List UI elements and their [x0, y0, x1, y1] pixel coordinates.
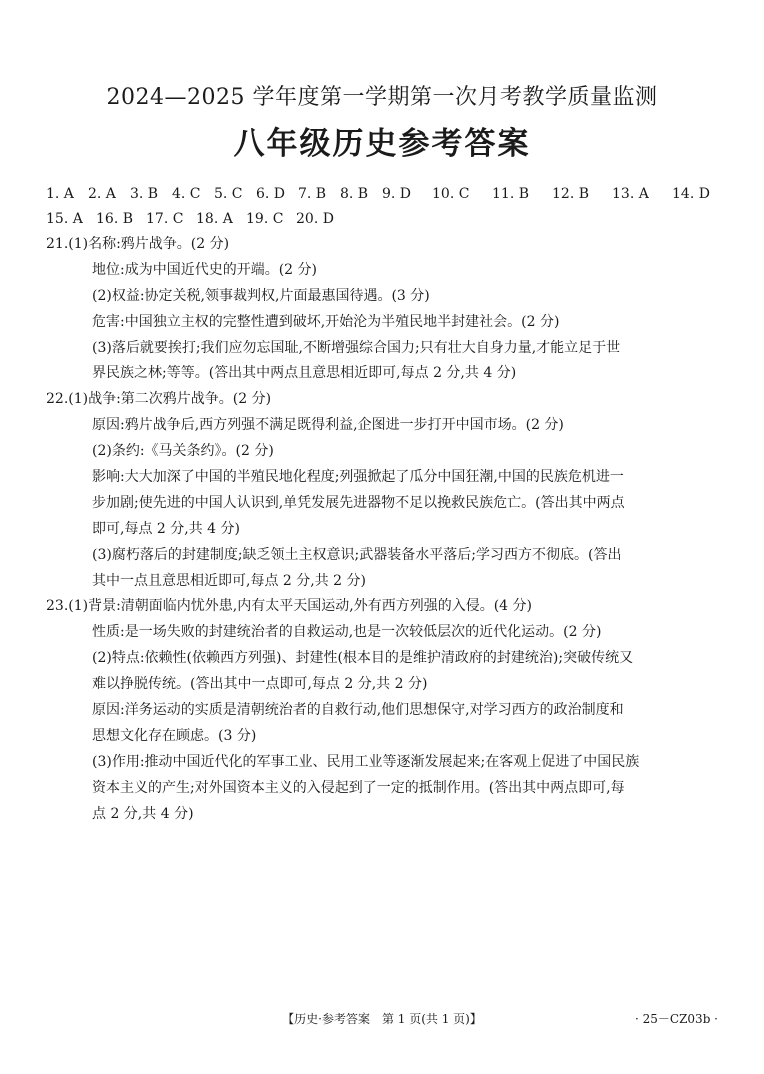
answer-line: (2)条约:《马关条约》。(2 分) — [92, 443, 274, 460]
choice-answer: 5. C — [214, 186, 243, 202]
answer-line: (3)作用:推动中国近代化的军事工业、民用工业等逐渐发展起来;在客观上促进了中国民族 — [92, 753, 640, 770]
answer-line: 资本主义的产生;对外国资本主义的入侵起到了一定的抵制作用。(答出其中两点即可,每 — [92, 779, 625, 796]
answer-line: (3)腐朽落后的封建制度;缺乏领土主权意识;武器装备水平落后;学习西方不彻底。(答出 — [92, 546, 622, 563]
answer-line: 地位:成为中国近代史的开端。(2 分) — [92, 261, 317, 278]
answer-line: 难以挣脱传统。(答出其中一点即可,每点 2 分,共 2 分) — [92, 676, 428, 693]
choice-answer: 13. A — [612, 186, 649, 202]
answer-line-q21: 21.(1)名称:鸦片战争。(2 分) — [46, 236, 230, 252]
choice-answer: 20. D — [296, 211, 334, 227]
choice-answer: 8. B — [340, 186, 369, 202]
answer-line-q22: 22.(1)战争:第二次鸦片战争。(2 分) — [46, 391, 272, 408]
document-title: 2024—2025 学年度第一学期第一次月考教学质量监测 — [106, 85, 658, 110]
answer-line: (3)落后就要挨打;我们应勿忘国耻,不断增强综合国力;只有壮大自身力量,才能立足于世 — [92, 339, 621, 356]
choice-answer: 2. A — [88, 186, 116, 202]
choice-answer: 16. B — [96, 211, 134, 227]
answer-line: 危害:中国独立主权的完整性遭到破坏,开始沦为半殖民地半封建社会。(2 分) — [92, 313, 560, 330]
answer-line: 影响:大大加深了中国的半殖民地化程度;列强掀起了瓜分中国狂潮,中国的民族危机进一 — [92, 469, 624, 486]
answer-line: (2)权益:协定关税,领事裁判权,片面最惠国待遇。(3 分) — [92, 287, 430, 304]
choice-answer: 11. B — [492, 186, 530, 202]
choice-answer: 1. A — [46, 186, 74, 202]
choice-answer: 14. D — [672, 186, 710, 202]
choice-answer: 9. D — [382, 186, 412, 202]
choice-answer: 17. C — [146, 211, 184, 227]
answer-line: (2)特点:依赖性(依赖西方列强)、封建性(根本目的是维护清政府的封建统治);突破传统又 — [92, 650, 634, 667]
answer-line: 原因:鸦片战争后,西方列强不满足既得利益,企图进一步打开中国市场。(2 分) — [92, 417, 564, 434]
choice-answer: 10. C — [432, 186, 470, 202]
essay-answers — [46, 232, 726, 827]
footer-page-info: 【历史·参考答案 第 1 页(共 1 页)】 — [282, 1012, 482, 1026]
answer-line: 思想文化存在顾虑。(3 分) — [92, 727, 257, 744]
choice-answer: 18. A — [196, 211, 233, 227]
choice-answer: 15. A — [46, 211, 83, 227]
footer-code: · 25－CZ03b · — [635, 1012, 718, 1026]
answer-line: 性质:是一场失败的封建统治者的自救运动,也是一次较低层次的近代化运动。(2 分) — [92, 624, 602, 641]
choice-answer: 6. D — [256, 186, 286, 202]
choice-answer: 3. B — [130, 186, 159, 202]
answer-line: 点 2 分,共 4 分) — [92, 805, 194, 822]
choice-answer: 19. C — [246, 211, 284, 227]
answer-line: 界民族之林;等等。(答出其中两点且意思相近即可,每点 2 分,共 4 分) — [92, 365, 517, 382]
document-subtitle: 八年级历史参考答案 — [233, 126, 531, 162]
choice-answer: 12. B — [552, 186, 590, 202]
choice-answer: 7. B — [298, 186, 327, 202]
answer-line: 步加剧;使先进的中国人认识到,单凭发展先进器物不足以挽救民族危亡。(答出其中两点 — [92, 494, 625, 511]
choice-answer: 4. C — [172, 186, 201, 202]
answer-line-q23: 23.(1)背景:清朝面临内忧外患,内有太平天国运动,外有西方列强的入侵。(4 分) — [46, 598, 532, 615]
answer-line: 即可,每点 2 分,共 4 分) — [92, 520, 240, 537]
answer-line: 原因:洋务运动的实质是清朝统治者的自救行动,他们思想保守,对学习西方的政治制度和 — [92, 702, 624, 719]
answer-line: 其中一点且意思相近即可,每点 2 分,共 2 分) — [92, 572, 366, 589]
